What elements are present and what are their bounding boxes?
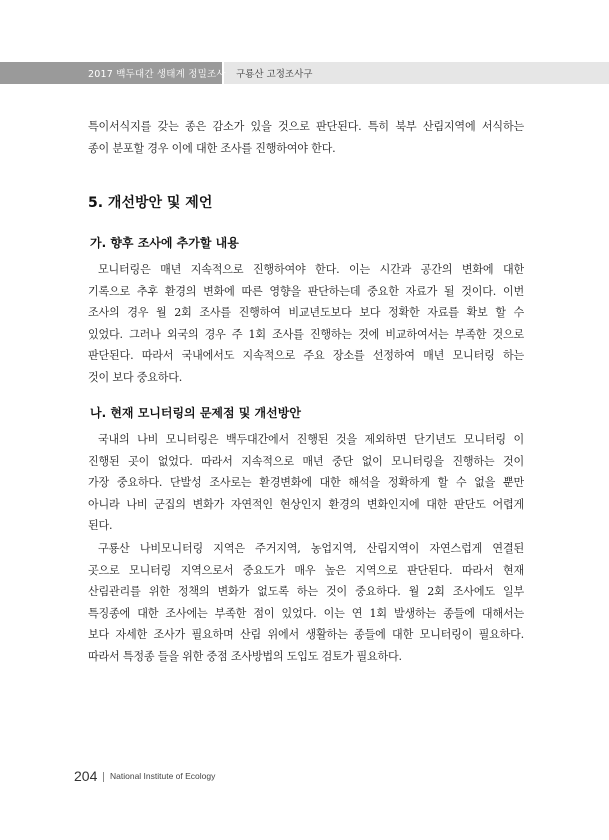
text-line: 된다. <box>88 519 113 532</box>
text-line: 진행된 곳이 없었다. 따라서 지속적으로 매년 중단 없이 모니터링을 진행하는 것이 <box>88 454 524 468</box>
text-line: 국내의 나비 모니터링은 백두대간에서 진행된 것을 제외하면 단기년도 모니터링 이 <box>98 433 524 446</box>
text-line: 있었다. 그러나 외국의 경우 주 1회 조사를 진행하는 것에 비교하여서는 부족한 것으로 <box>88 327 524 341</box>
page-number: 204 <box>74 768 98 784</box>
text-line: 곳으로 모니터링 지역으로서 중요도가 매우 높은 지역으로 판단된다. 따라서 현재 <box>88 563 524 577</box>
text-line: 보다 자세한 조사가 필요하며 산림 위에서 생활하는 종들에 대한 모니터링이 필요하다. <box>88 628 524 641</box>
footer-divider <box>103 772 104 782</box>
running-header-section: 구룡산 고정조사구 <box>236 69 313 80</box>
subsection-heading-future: 가. 향후 조사에 추가할 내용 <box>90 236 239 250</box>
text-line: 특징종에 대한 조사에는 부족한 점이 있었다. 이는 연 1회 발생하는 종들에 대해서는 <box>88 606 524 620</box>
text-line: 것이 보다 중요하다. <box>88 370 183 384</box>
text-line: 특이서식지를 갖는 종은 감소가 있을 것으로 판단된다. 특히 북부 산림지역에 서식하는 <box>88 120 524 133</box>
text-line: 산림관리를 위한 정책의 변화가 없도록 하는 것이 중요하다. 월 2회 조사에도 일부 <box>88 585 524 598</box>
subsection-heading-issues: 나. 현재 모니터링의 문제점 및 개선방안 <box>90 406 301 420</box>
text-line: 모니터링은 매년 지속적으로 진행하여야 한다. 이는 시간과 공간의 변화에 대한 <box>98 263 524 276</box>
text-line: 기록으로 추후 환경의 변화에 따른 영향을 판단하는데 중요한 자료가 될 것이다. 이번 <box>88 284 524 298</box>
intro-paragraph <box>88 116 524 159</box>
section-heading: 5. 개선방안 및 제언 <box>88 195 213 211</box>
text-line: 가장 중요하다. 단발성 조사로는 환경변화에 대한 해석을 정확하게 할 수 없을 뿐만 <box>88 476 524 489</box>
future-paragraph <box>88 259 524 388</box>
issues-paragraph-1 <box>88 429 524 537</box>
issues-paragraph-2 <box>88 538 524 667</box>
text-line: 조사의 경우 월 2회 조사를 진행하여 비교년도보다 보다 정확한 자료를 확보 할 수 <box>88 306 524 319</box>
text-line: 구룡산 나비모니터링 지역은 주거지역, 농업지역, 산림지역이 자연스럽게 연결된 <box>98 542 524 555</box>
text-line: 종이 분포할 경우 이에 대한 조사를 진행하여야 한다. <box>88 141 336 155</box>
running-header-title: 2017 백두대간 생태계 정밀조사 <box>88 69 226 80</box>
text-line: 아니라 나비 군집의 변화가 자연적인 현상인지 환경의 변화인지에 대한 판단도 어렵게 <box>88 497 524 511</box>
footer-institute: National Institute of Ecology <box>110 771 216 781</box>
text-line: 판단된다. 따라서 국내에서도 지속적으로 주요 장소를 선정하여 매년 모니터링 하는 <box>88 349 524 362</box>
text-line: 따라서 특정종 들을 위한 중점 조사방법의 도입도 검토가 필요하다. <box>88 649 402 663</box>
